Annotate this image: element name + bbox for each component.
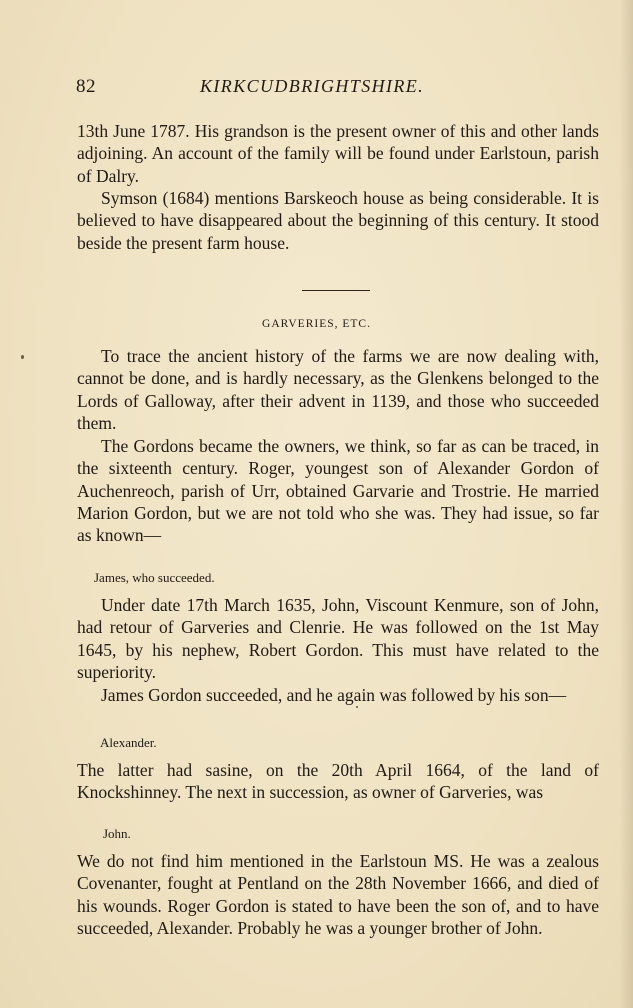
page-edge-shadow bbox=[619, 0, 633, 1008]
page-number: 82 bbox=[76, 76, 96, 97]
section-heading: GARVERIES, ETC. bbox=[262, 318, 371, 330]
paragraph-kenmure: Under date 17th March 1635, John, Viscount Kenmure, son of John, had retour of Garveries and Clenrie. He was followed on the 1st May 1645, by his nephew, Robert Gordon. This must have related to the superiority. bbox=[77, 595, 599, 682]
paragraph-james-gordon: James Gordon succeeded, and he again was followed by his son— bbox=[101, 685, 567, 705]
paper-speck bbox=[21, 355, 24, 359]
running-head bbox=[76, 76, 596, 102]
paper-speck bbox=[356, 706, 358, 708]
running-title: KIRKCUDBRIGHTSHIRE. bbox=[200, 76, 425, 96]
succession-name-james: James, who succeeded. bbox=[94, 570, 215, 585]
paragraph-ancient-history: To trace the ancient history of the farms we are now dealing with, cannot be done, and is hardly necessary, as the Glenkens belonged to the Lords of Galloway, after their advent in 1139, and those who succeeded them. bbox=[77, 346, 599, 433]
paragraph-gordons: The Gordons became the owners, we think, so far as can be traced, in the sixteenth century. Roger, youngest son of Alexander Gordon of Auchenreoch, parish of Urr, obtained Garvarie and Trostrie. He married Marion Gordon, but we are not told who she was. They had issue, so far as known— bbox=[77, 436, 599, 546]
paragraph-symson: Symson (1684) mentions Barskeoch house as being considerable. It is believed to have disappeared about the beginning of this century. It stood beside the present farm house. bbox=[77, 188, 599, 253]
succession-name-john: John. bbox=[103, 826, 131, 841]
paragraph-sasine: The latter had sasine, on the 20th April 1664, of the land of Knockshinney. The next in succession, as owner of Garveries, was bbox=[77, 760, 599, 803]
paragraph-covenanter: We do not find him mentioned in the Earlstoun MS. He was a zealous Covenanter, fought at Pentland on the 28th November 1666, and died of his wounds. Roger Gordon is stated to have been the son of, and to have succeeded, Alexander. Probably he was a younger brother of John. bbox=[77, 851, 599, 938]
succession-name-alexander: Alexander. bbox=[100, 735, 157, 750]
paragraph-continuation: 13th June 1787. His grandson is the present owner of this and other lands adjoining. An account of the family will be found under Earlstoun, parish of Dalry. bbox=[77, 121, 599, 186]
section-divider-rule bbox=[302, 290, 370, 291]
